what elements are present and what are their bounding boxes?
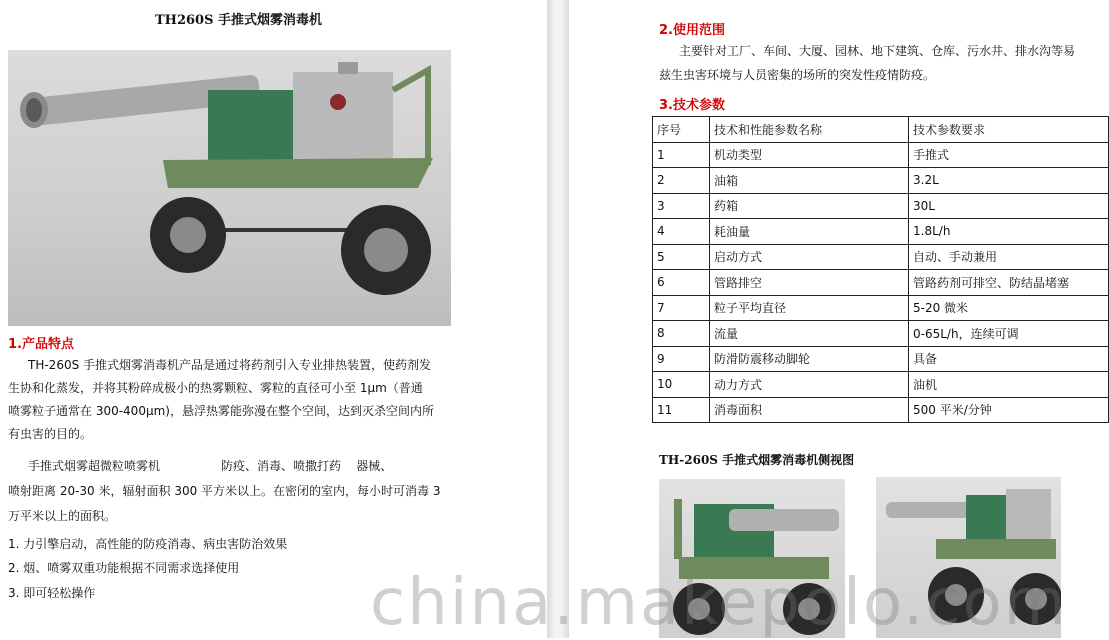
table-row xyxy=(653,295,1109,321)
table-cell: 500 平米/分钟 xyxy=(909,397,1109,423)
table-cell: 管路排空 xyxy=(710,270,909,296)
section-heading-usage: 2.使用范围 xyxy=(659,23,725,38)
table-cell: 油机 xyxy=(909,372,1109,398)
table-row xyxy=(653,219,1109,245)
table-cell: 4 xyxy=(653,219,710,245)
side-view-title: TH-260S 手推式烟雾消毒机侧视图 xyxy=(659,453,855,467)
table-row xyxy=(653,244,1109,270)
table-cell: 油箱 xyxy=(710,168,909,194)
table-row xyxy=(653,193,1109,219)
table-cell: 粒子平均直径 xyxy=(710,295,909,321)
features-paragraph-line: TH-260S 手推式烟雾消毒机产品是通过将药剂引入专业排热装置，使药剂发 xyxy=(28,358,432,372)
feature-list-item: 3. 即可轻松操作 xyxy=(8,586,96,600)
table-cell: 1 xyxy=(653,142,710,168)
column-header: 技术和性能参数名称 xyxy=(710,117,909,143)
fogger-machine-illustration xyxy=(8,50,451,326)
table-row xyxy=(653,168,1109,194)
table-cell: 耗油量 xyxy=(710,219,909,245)
page-gutter xyxy=(547,0,569,638)
table-cell: 流量 xyxy=(710,321,909,347)
watermark: china.makepolo.com xyxy=(370,566,1068,640)
table-cell: 6 xyxy=(653,270,710,296)
table-cell: 7 xyxy=(653,295,710,321)
feature-list-item: 1. 力引擎启动，高性能的防疫消毒、病虫害防治效果 xyxy=(8,537,288,551)
document-title: TH260S 手推式烟雾消毒机 xyxy=(155,13,323,28)
section-heading-specs: 3.技术参数 xyxy=(659,98,725,113)
table-cell: 3 xyxy=(653,193,710,219)
table-cell: 防滑防震移动脚轮 xyxy=(710,346,909,372)
product-photo-main xyxy=(8,50,451,326)
table-cell: 8 xyxy=(653,321,710,347)
table-cell: 消毒面积 xyxy=(710,397,909,423)
features-paragraph-line: 手推式烟雾超微粒喷雾机 防疫、消毒、喷撒打药 器械、 xyxy=(28,459,393,473)
table-row xyxy=(653,397,1109,423)
usage-paragraph-line: 主要针对工厂、车间、大厦、园林、地下建筑、仓库、污水井、排水沟等易 xyxy=(679,44,1076,58)
table-cell: 5-20 微米 xyxy=(909,295,1109,321)
table-header-row xyxy=(653,117,1109,143)
table-cell: 手推式 xyxy=(909,142,1109,168)
table-cell: 具备 xyxy=(909,346,1109,372)
table-cell: 管路药剂可排空、防结晶堵塞 xyxy=(909,270,1109,296)
features-paragraph-line: 喷雾粒子通常在 300-400μm)，悬浮热雾能弥漫在整个空间，达到灭杀空间内所 xyxy=(8,404,434,418)
table-cell: 1.8L/h xyxy=(909,219,1109,245)
table-row xyxy=(653,270,1109,296)
feature-list-item: 2. 烟、喷雾双重功能根据不同需求选择使用 xyxy=(8,561,240,575)
table-cell: 启动方式 xyxy=(710,244,909,270)
table-cell: 5 xyxy=(653,244,710,270)
column-header: 序号 xyxy=(653,117,710,143)
features-paragraph-line: 万平米以上的面积。 xyxy=(8,509,117,523)
table-cell: 10 xyxy=(653,372,710,398)
table-cell: 机动类型 xyxy=(710,142,909,168)
table-cell: 药箱 xyxy=(710,193,909,219)
usage-paragraph-line: 兹生虫害环境与人员密集的场所的突发性疫情防疫。 xyxy=(659,68,936,82)
table-cell: 11 xyxy=(653,397,710,423)
spec-table xyxy=(652,116,1109,423)
table-cell: 0-65L/h，连续可调 xyxy=(909,321,1109,347)
column-header: 技术参数要求 xyxy=(909,117,1109,143)
table-cell: 自动、手动兼用 xyxy=(909,244,1109,270)
table-row xyxy=(653,346,1109,372)
table-cell: 动力方式 xyxy=(710,372,909,398)
features-paragraph-line: 有虫害的目的。 xyxy=(8,427,93,441)
features-paragraph-line: 喷射距离 20-30 米，辐射面积 300 平方米以上。在密闭的室内，每小时可消毒 3 xyxy=(8,484,441,498)
table-cell: 2 xyxy=(653,168,710,194)
features-paragraph-line: 生协和化蒸发，并将其粉碎成极小的热雾颗粒、雾粒的直径可小至 1μm（普通 xyxy=(8,381,423,395)
table-cell: 30L xyxy=(909,193,1109,219)
section-heading-features: 1.产品特点 xyxy=(8,337,74,352)
table-row xyxy=(653,321,1109,347)
table-row xyxy=(653,142,1109,168)
left-page xyxy=(0,0,547,638)
table-cell: 9 xyxy=(653,346,710,372)
table-cell: 3.2L xyxy=(909,168,1109,194)
table-row xyxy=(653,372,1109,398)
